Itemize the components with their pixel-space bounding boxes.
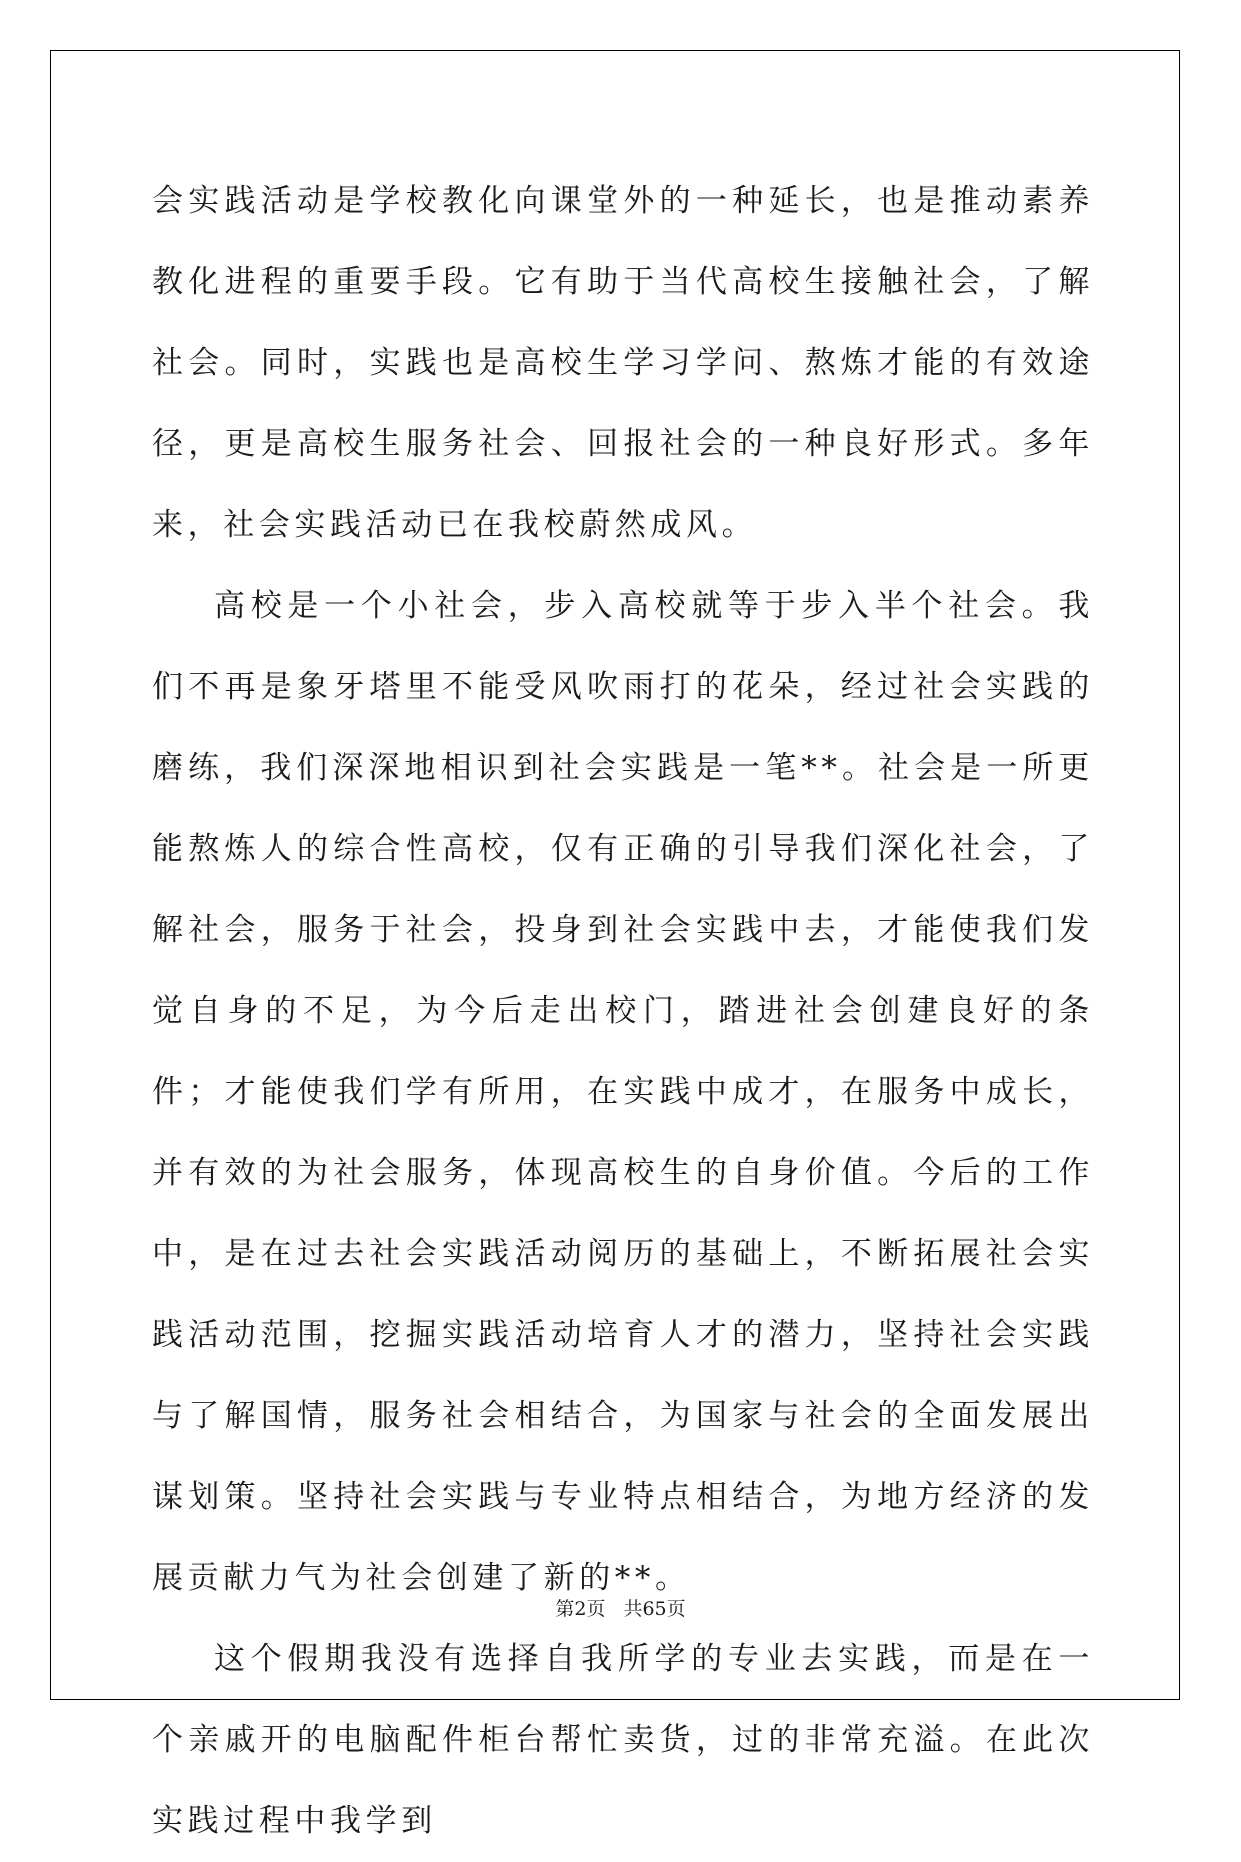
paragraph-2: 高校是一个小社会，步入高校就等于步入半个社会。我们不再是象牙塔里不能受风吹雨打的花朵，经过社会实践的磨练，我们深深地相识到社会实践是一笔**。社会是一所更能熬炼人的综合性高校，仅有正确的引导我们深化社会，了解社会，服务于社会，投身到社会实践中去，才能使我们发觉自身的不足，为今后走出校门，踏进社会创建良好的条件；才能使我们学有所用，在实践中成才，在服务中成长，并有效的为社会服务，体现高校生的自身价值。今后的工作中，是在过去社会实践活动阅历的基础上，不断拓展社会实践活动范围，挖掘实践活动培育人才的潜力，坚持社会实践与了解国情，服务社会相结合，为国家与社会的全面发展出谋划策。坚持社会实践与专业特点相结合，为地方经济的发展贡献力气为社会创建了新的**。: [152, 588, 1094, 1596]
page-total: 共65页: [623, 1598, 686, 1620]
paragraph-1: 会实践活动是学校教化向课堂外的一种延长，也是推动素养教化进程的重要手段。它有助于当代高校生接触社会，了解社会。同时，实践也是高校生学习学问、熬炼才能的有效途径，更是高校生服务社会、回报社会的一种良好形式。多年来，社会实践活动已在我校蔚然成风。: [152, 183, 1094, 543]
paragraph-3: 这个假期我没有选择自我所学的专业去实践，而是在一个亲戚开的电脑配件柜台帮忙卖货，过的非常充溢。在此次实践过程中我学到: [152, 1641, 1094, 1839]
page-footer: [0, 1594, 1241, 1621]
page-number: 第2页: [555, 1598, 606, 1620]
